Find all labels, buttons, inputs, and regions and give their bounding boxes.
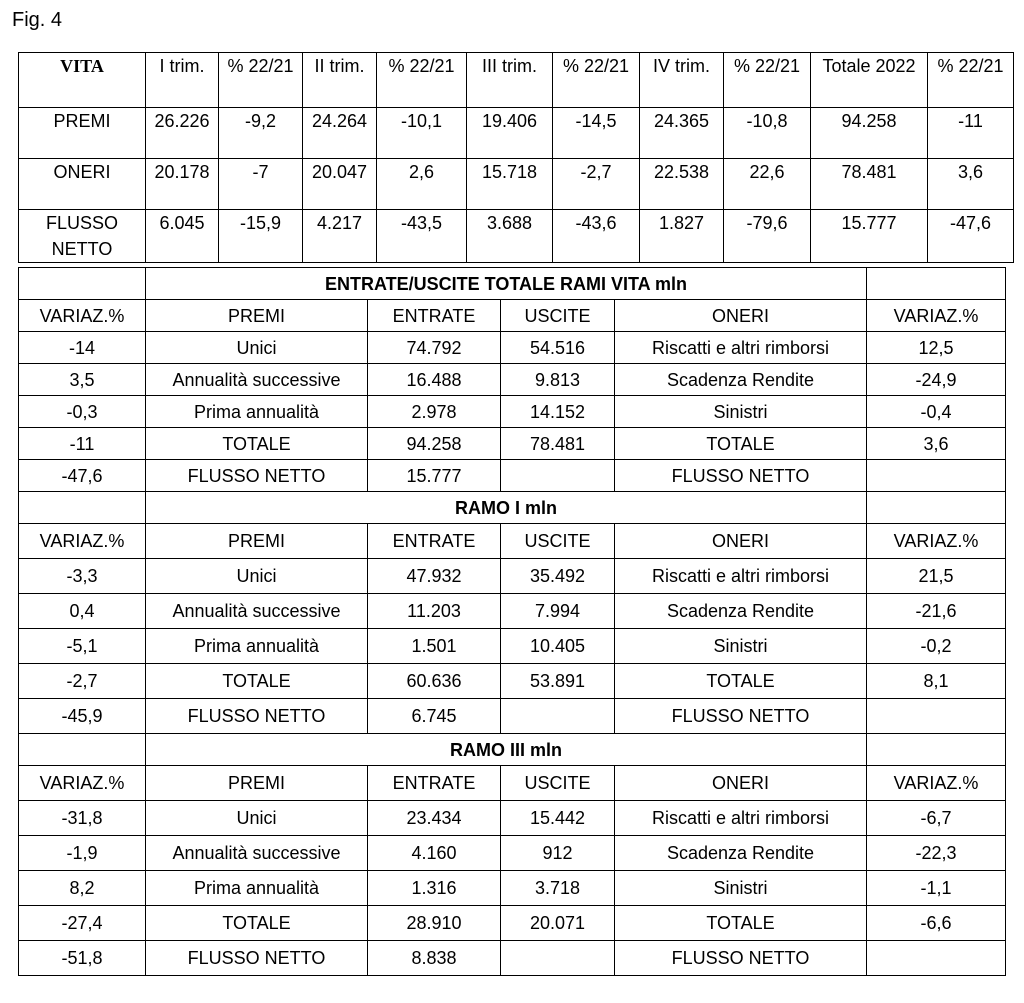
table-cell: Scadenza Rendite — [615, 836, 867, 871]
table-cell: 4.217 — [303, 210, 377, 263]
table-cell: 20.071 — [501, 906, 615, 941]
table-row — [19, 664, 1006, 699]
vita-quarterly-table — [18, 52, 1014, 263]
column-header: ONERI — [615, 300, 867, 332]
column-header: USCITE — [501, 524, 615, 559]
table-cell: 8,2 — [19, 871, 146, 906]
table-cell: -6,7 — [867, 801, 1006, 836]
column-header: ENTRATE — [368, 766, 501, 801]
table-cell — [867, 460, 1006, 492]
column-header: % 22/21 — [219, 53, 303, 108]
table-cell: -7 — [219, 159, 303, 210]
table-cell: 6.045 — [146, 210, 219, 263]
table-cell: -79,6 — [724, 210, 811, 263]
table-cell: -43,5 — [377, 210, 467, 263]
table-cell: -5,1 — [19, 629, 146, 664]
table-cell: Riscatti e altri rimborsi — [615, 559, 867, 594]
table-row — [19, 460, 1006, 492]
table-cell: -0,3 — [19, 396, 146, 428]
table-cell: 26.226 — [146, 108, 219, 159]
blank-cell — [19, 734, 146, 766]
table-cell: Sinistri — [615, 396, 867, 428]
table-cell — [867, 941, 1006, 976]
table-row — [19, 210, 1014, 263]
table-cell: -11 — [19, 428, 146, 460]
table-cell: 3.688 — [467, 210, 553, 263]
table-cell: -6,6 — [867, 906, 1006, 941]
column-header: ENTRATE — [368, 300, 501, 332]
table-cell: TOTALE — [615, 428, 867, 460]
table-cell: 1.827 — [640, 210, 724, 263]
table-row — [19, 159, 1014, 210]
table-cell: 15.442 — [501, 801, 615, 836]
table-cell: FLUSSO NETTO — [615, 699, 867, 734]
column-header: PREMI — [146, 766, 368, 801]
table-cell: 1.501 — [368, 629, 501, 664]
table-cell: -0,4 — [867, 396, 1006, 428]
table-cell: 14.152 — [501, 396, 615, 428]
table-cell: 78.481 — [811, 159, 928, 210]
column-header: VARIAZ.% — [867, 300, 1006, 332]
table-cell: 0,4 — [19, 594, 146, 629]
table-cell: Annualità successive — [146, 836, 368, 871]
table-row — [19, 836, 1006, 871]
table-row — [19, 108, 1014, 159]
table-cell: 2,6 — [377, 159, 467, 210]
table-cell: 10.405 — [501, 629, 615, 664]
table-cell: -11 — [928, 108, 1014, 159]
table-cell: 53.891 — [501, 664, 615, 699]
table-cell: 9.813 — [501, 364, 615, 396]
table-cell: 23.434 — [368, 801, 501, 836]
vita-title: VITA — [19, 53, 146, 108]
table-cell: 35.492 — [501, 559, 615, 594]
table-row — [19, 699, 1006, 734]
table-cell: -2,7 — [553, 159, 640, 210]
table-cell: Riscatti e altri rimborsi — [615, 801, 867, 836]
table-cell: -22,3 — [867, 836, 1006, 871]
table-cell: Unici — [146, 559, 368, 594]
column-header: USCITE — [501, 300, 615, 332]
table-cell: 6.745 — [368, 699, 501, 734]
section-header-row — [19, 524, 1006, 559]
column-header: VARIAZ.% — [19, 300, 146, 332]
table-cell: 22,6 — [724, 159, 811, 210]
table-cell: FLUSSO NETTO — [146, 699, 368, 734]
column-header: III trim. — [467, 53, 553, 108]
table-cell: -47,6 — [928, 210, 1014, 263]
table-cell: 24.365 — [640, 108, 724, 159]
table-cell: 15.777 — [368, 460, 501, 492]
section-title-row — [19, 492, 1006, 524]
table-row — [19, 941, 1006, 976]
table-cell: TOTALE — [615, 906, 867, 941]
table-cell: 3,6 — [867, 428, 1006, 460]
table-row — [19, 364, 1006, 396]
column-header: II trim. — [303, 53, 377, 108]
table-cell: Sinistri — [615, 871, 867, 906]
table-cell — [867, 699, 1006, 734]
table-cell: 28.910 — [368, 906, 501, 941]
column-header: ENTRATE — [368, 524, 501, 559]
blank-cell — [867, 268, 1006, 300]
table-cell: -9,2 — [219, 108, 303, 159]
table-cell: -2,7 — [19, 664, 146, 699]
table-cell: 24.264 — [303, 108, 377, 159]
table-cell: -51,8 — [19, 941, 146, 976]
blank-cell — [19, 268, 146, 300]
table-cell: Prima annualità — [146, 396, 368, 428]
table-cell: Prima annualità — [146, 871, 368, 906]
table-cell: 8.838 — [368, 941, 501, 976]
table-cell: -1,1 — [867, 871, 1006, 906]
column-header: PREMI — [146, 300, 368, 332]
section-title: RAMO III mln — [146, 734, 867, 766]
table-cell: FLUSSO NETTO — [615, 941, 867, 976]
table-cell: -1,9 — [19, 836, 146, 871]
table-cell: 3,5 — [19, 364, 146, 396]
figure-label: Fig. 4 — [12, 9, 63, 31]
section-title: RAMO I mln — [146, 492, 867, 524]
table-cell — [501, 941, 615, 976]
table-cell: 7.994 — [501, 594, 615, 629]
table-row — [19, 906, 1006, 941]
table-cell: TOTALE — [146, 664, 368, 699]
blank-cell — [867, 734, 1006, 766]
table-cell: -47,6 — [19, 460, 146, 492]
table-cell: 912 — [501, 836, 615, 871]
column-header: VARIAZ.% — [19, 766, 146, 801]
table-cell: -14,5 — [553, 108, 640, 159]
table-cell: -27,4 — [19, 906, 146, 941]
table-row — [19, 871, 1006, 906]
table-cell: Scadenza Rendite — [615, 364, 867, 396]
table-cell: -0,2 — [867, 629, 1006, 664]
table-cell: FLUSSO NETTO — [146, 460, 368, 492]
table-cell: Scadenza Rendite — [615, 594, 867, 629]
column-header: ONERI — [615, 524, 867, 559]
table-cell: 20.178 — [146, 159, 219, 210]
table-row — [19, 801, 1006, 836]
table-cell: 78.481 — [501, 428, 615, 460]
column-header: PREMI — [146, 524, 368, 559]
table-row — [19, 332, 1006, 364]
table-row — [19, 594, 1006, 629]
table-cell: -24,9 — [867, 364, 1006, 396]
table-cell: 94.258 — [811, 108, 928, 159]
table-cell: Unici — [146, 801, 368, 836]
column-header: % 22/21 — [928, 53, 1014, 108]
blank-cell — [19, 492, 146, 524]
table-cell: FLUSSO NETTO — [146, 941, 368, 976]
table-cell: -31,8 — [19, 801, 146, 836]
section-header-row — [19, 766, 1006, 801]
table-cell: 74.792 — [368, 332, 501, 364]
column-header: ONERI — [615, 766, 867, 801]
table-cell: 12,5 — [867, 332, 1006, 364]
table-row — [19, 629, 1006, 664]
table-cell: 94.258 — [368, 428, 501, 460]
table-cell: -14 — [19, 332, 146, 364]
column-header: IV trim. — [640, 53, 724, 108]
table-cell: Unici — [146, 332, 368, 364]
table-cell: Prima annualità — [146, 629, 368, 664]
table-row — [19, 428, 1006, 460]
table-cell: 3,6 — [928, 159, 1014, 210]
table-cell: 11.203 — [368, 594, 501, 629]
table-cell: 54.516 — [501, 332, 615, 364]
table-cell: Annualità successive — [146, 364, 368, 396]
table-cell: -10,8 — [724, 108, 811, 159]
column-header: VARIAZ.% — [867, 524, 1006, 559]
table-cell: 16.488 — [368, 364, 501, 396]
table-cell: 15.777 — [811, 210, 928, 263]
table-cell: TOTALE — [146, 428, 368, 460]
section-title-row — [19, 268, 1006, 300]
section-header-row — [19, 300, 1006, 332]
section-title: ENTRATE/USCITE TOTALE RAMI VITA mln — [146, 268, 867, 300]
table-cell — [501, 699, 615, 734]
table-cell: 60.636 — [368, 664, 501, 699]
row-label: ONERI — [19, 159, 146, 210]
table-cell: Annualità successive — [146, 594, 368, 629]
table-cell: TOTALE — [615, 664, 867, 699]
row-label: FLUSSO NETTO — [19, 210, 146, 263]
table-cell: Sinistri — [615, 629, 867, 664]
section-title-row — [19, 734, 1006, 766]
table-cell: 15.718 — [467, 159, 553, 210]
table-cell: Riscatti e altri rimborsi — [615, 332, 867, 364]
table-cell: -3,3 — [19, 559, 146, 594]
table-cell: -21,6 — [867, 594, 1006, 629]
column-header: % 22/21 — [553, 53, 640, 108]
table-cell: 20.047 — [303, 159, 377, 210]
table-cell: TOTALE — [146, 906, 368, 941]
table-cell: 21,5 — [867, 559, 1006, 594]
column-header: I trim. — [146, 53, 219, 108]
table-cell: 22.538 — [640, 159, 724, 210]
table-cell: 3.718 — [501, 871, 615, 906]
column-header: VARIAZ.% — [867, 766, 1006, 801]
column-header: Totale 2022 — [811, 53, 928, 108]
table-cell: -43,6 — [553, 210, 640, 263]
vita-header-row — [19, 53, 1014, 108]
column-header: VARIAZ.% — [19, 524, 146, 559]
table-cell: 2.978 — [368, 396, 501, 428]
column-header: % 22/21 — [724, 53, 811, 108]
table-row — [19, 396, 1006, 428]
table-cell: -10,1 — [377, 108, 467, 159]
table-cell: -15,9 — [219, 210, 303, 263]
table-cell: 4.160 — [368, 836, 501, 871]
flows-table — [18, 267, 1006, 976]
column-header: USCITE — [501, 766, 615, 801]
blank-cell — [867, 492, 1006, 524]
row-label: PREMI — [19, 108, 146, 159]
table-cell: 8,1 — [867, 664, 1006, 699]
table-cell: 1.316 — [368, 871, 501, 906]
table-cell: FLUSSO NETTO — [615, 460, 867, 492]
table-cell: 47.932 — [368, 559, 501, 594]
table-cell: -45,9 — [19, 699, 146, 734]
table-row — [19, 559, 1006, 594]
table-cell: 19.406 — [467, 108, 553, 159]
column-header: % 22/21 — [377, 53, 467, 108]
table-cell — [501, 460, 615, 492]
